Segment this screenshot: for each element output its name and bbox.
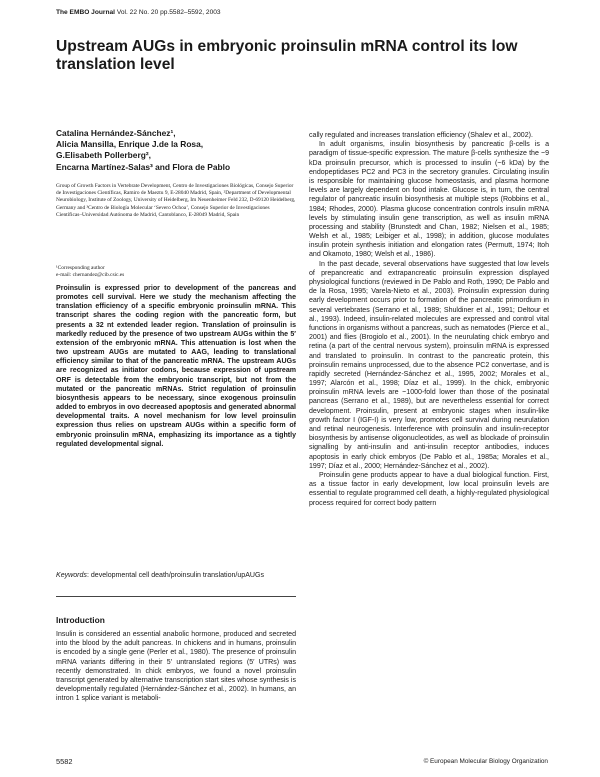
keywords-text: : developmental cell death/proinsulin translation/upAUGs [86,572,265,579]
corresponding-note: ¹Corresponding author [56,265,105,271]
journal-citation: Vol. 22 No. 20 pp.5582–5592, 2003 [116,9,221,16]
page-number: 5582 [56,757,73,766]
author-line: G.Elisabeth Pollerberg², [56,150,151,161]
journal-name: The EMBO Journal [56,9,115,16]
author-line: Catalina Hernández-Sánchez¹, [56,128,176,138]
paragraph: In adult organisms, insulin biosynthesis by pancreatic β-cells is a paradigm of tissue-specific expression. The mature β-cells synthesize the ~9 kDa proinsulin precursor, which is processed to insulin (~6 kDa) by the endopeptidases PC2 and PC3 in the secretory granules. Circulating insulin is responsible for maintaining glucose homeostasis, and plasma hormone levels are largely dependent on food intake. Glucose is, in turn, the central regulator of pancreatic insulin biosynthesis at multiple steps (Robbins et al., 1984; Rhodes, 2000). Plasma glucose concentration controls insulin mRNA levels by stimulating insulin gene transcription, as well as insulin mRNA processing and stability (Brunstedt and Chan, 1982; Nielsen et al., 1985; Welsh et al., 1985; Leibiger et al., 1998); in addition, glucose modulates insulin protein synthesis initiation and elongation rates (Permutt, 1974; Itoh and Okamoto, 1980; Welsh et al., 1986). [309,141,549,259]
introduction-heading: Introduction [56,615,105,625]
right-column [309,131,549,508]
author-list [56,128,296,173]
author-line: Encarna Martínez-Salas³ and Flora de Pablo [56,161,231,172]
abstract-text: Proinsulin is expressed prior to development of the pancreas and promotes cell survival. Here we study the mechanism affecting the translation efficiency of a specific embryonic proinsulin mRNA. This transcript shares the coding region with the pancreatic form, but presents a 32 nt extended leader region. Translation of proinsulin is markedly reduced by the presence of two upstream AUGs within the 5′ extension of the embryonic mRNA. This attenuation is lost when the two upstream AUGs are mutated to AAG, leading to translational efficiency similar to that of the pancreatic mRNA. The upstream AUGs are recognized as initiator codons, because expression of upstream ORF is detectable from the embryonic transcript, but not from the mutated or the pancreatic mRNAs. Strict regulation of proinsulin biosynthesis appears to be necessary, since exogenous proinsulin added to embryos in ovo decreased apoptosis and generated abnormal developmental traits. A novel mechanism for low level proinsulin expression thus relies on upstream AUGs within a specific form of embryonic proinsulin mRNA, emphasizing its importance as a tightly regulated developmental signal. [56,285,296,448]
article-title: Upstream AUGs in embryonic proinsulin mRNA control its low translation level [56,38,518,73]
copyright-notice: © European Molecular Biology Organization [423,758,548,765]
section-divider [56,596,296,597]
keywords-label: Keywords [56,572,87,579]
journal-header [56,9,221,16]
corresponding-email: e-mail: chernandez@cib.csic.es [56,272,125,279]
paragraph: In the past decade, several observations have suggested that low levels of prepancreatic and extrapancreatic proinsulin expression displayed physiological functions (reviewed in De Pablo and Roth, 1990; De Pablo and de la Rosa, 1995; Varela-Nieto et al., 2003). Proinsulin expression during early development occurs prior to formation of the pancreatic primordium in several vertebrates (Serrano et al., 1989; Shuldiner et al., 1991; Deltour et al., 1993). Indeed, insulin-related molecules are expressed and control vital functions in organisms without a pancreas, such as nematodes (Pierce et al., 2001) and flies (Brogiolo et al., 2001). In the neurulating chick embryo and retina (a part of the central nervous system), proinsulin mRNA is expressed and translated to proinsulin. In contrast to the pancreatic protein, this proinsulin remains unprocessed, due to the absence PC2 convertase, and is rapidly secreted (Hernández-Sánchez et al., 1995, 2002; Morales et al., 1997; Alarcón et al., 1998; Díaz et al., 1999). In the chick, embryonic proinsulin mRNA levels are ~1000-fold lower than those of the posinatal pancreas (Serrano et al., 1989), but are nevertheless essential for correct development. Proinsulin, present at embryonic stages when insulin-like growth factor I (IGF-I) is very low, promotes cell survival during neurulation and retinal neurogenesis. Interference with proinsulin and insulin-receptor biosynthesis by antisense oligonucleotides, as well as blockade of proinsulin signalling by anti-insulin and anti-insulin receptor antibodies, induces apoptosis in early chick embryos (De Pablo et al., 1985a; Morales et al., 1997; Díaz et al., 2000; Hernández-Sánchez et al., 2002). [309,260,549,470]
corresponding-author [56,265,296,279]
introduction-body: Insulin is considered an essential anabolic hormone, produced and secreted into the blood by the adult pancreas. In chickens and in humans, proinsulin is encoded by a single gene (Perler et al., 1980). The presence of proinsulin mRNA variants differing in their 5′ untranslated regions (5′ UTRs) was recently demonstrated. In chick embryos, we found a novel proinsulin transcript generated by alternative transcription start sites whose synthesis is developmentally regulated (Hernández-Sánchez et al., 2002). In humans, an intron 1 splice variant is metaboli- [56,631,296,703]
keywords [56,571,296,580]
affiliation-text: Group of Growth Factors in Vertebrate Development, Centro de Investigaciones Biológicas, Consejo Superior de Investigaciones Científicas, Ramiro de Maeztu 9, E-28040 Madrid, Spain, ²Department of Developmental Neurobiology, Institute of Zoology, University of Heidelberg, Im Neuenheimer Feld 232, D-69120 Heidelberg, Germany and ³Centro de Biología Molecular ‘Severo Ochoa’, Consejo Superior de Investigaciones Científicas–Universidad Autónoma de Madrid, Cantoblanco, E-28049 Madrid, Spain [56,183,296,218]
paragraph: Proinsulin gene products appear to have a dual biological function. First, as a tissue factor in early development, low local proinsulin levels are essential to regulate programmed cell death, a highly-regulated physiological process required for correct body pattern [309,471,549,507]
paragraph: cally regulated and increases translation efficiency (Shalev et al., 2002). [309,132,533,139]
author-line: Alicia Mansilla, Enrique J.de la Rosa, [56,139,204,150]
